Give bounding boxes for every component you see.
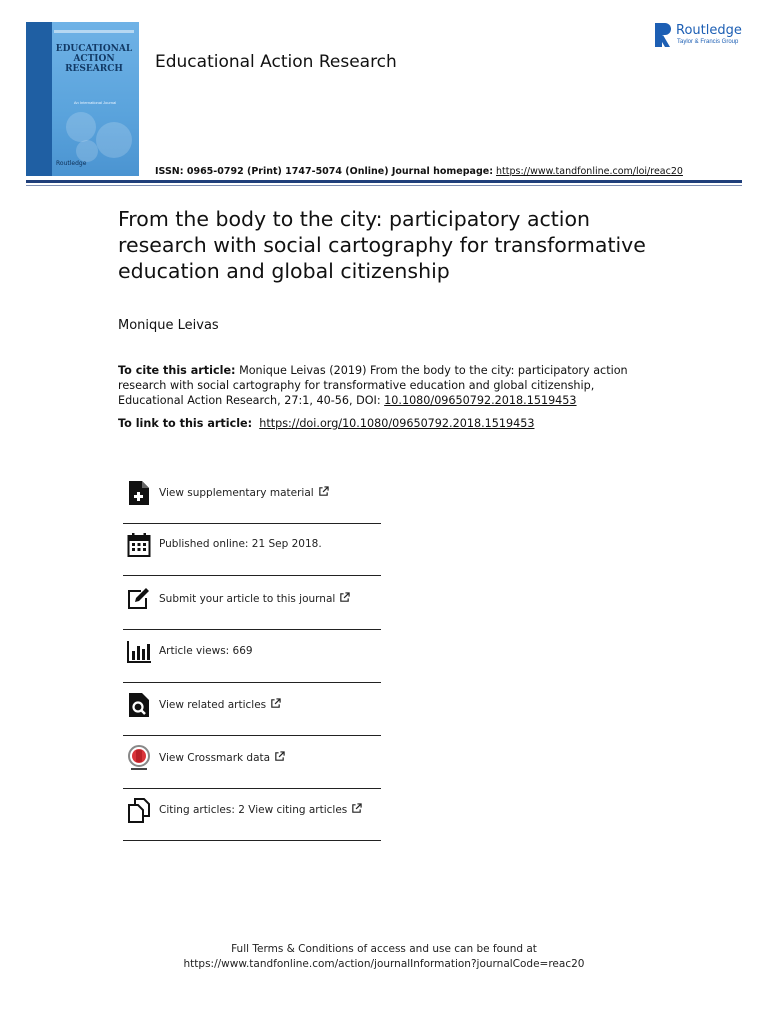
cover-top-band bbox=[54, 30, 134, 33]
external-link-icon bbox=[274, 751, 285, 762]
journal-homepage-link[interactable]: https://www.tandfonline.com/loi/reac20 bbox=[496, 166, 683, 177]
info-item-views bbox=[123, 631, 381, 683]
article-link-label: To link to this article: bbox=[118, 417, 253, 430]
bar-chart-icon bbox=[127, 639, 151, 665]
citing-icon bbox=[127, 797, 151, 823]
issn-text: ISSN: 0965-0792 (Print) 1747-5074 (Online) Journal homepage: bbox=[155, 166, 493, 177]
article-link-line bbox=[118, 417, 534, 430]
footer-terms-link[interactable]: https://www.tandfonline.com/action/journalInformation?journalCode=reac20 bbox=[183, 958, 585, 970]
article-doi-link[interactable]: https://doi.org/10.1080/09650792.2018.1519453 bbox=[259, 417, 535, 430]
info-item-related[interactable] bbox=[123, 684, 381, 736]
header-divider bbox=[26, 180, 742, 183]
info-item-text: Published online: 21 Sep 2018. bbox=[159, 538, 322, 550]
routledge-logo-icon bbox=[654, 22, 672, 48]
calendar-icon bbox=[127, 532, 151, 558]
info-item-published bbox=[123, 524, 381, 576]
cover-decoration bbox=[96, 122, 132, 158]
terms-footer bbox=[0, 942, 768, 972]
cover-decoration bbox=[66, 112, 96, 142]
info-item-text: Citing articles: 2 View citing articles bbox=[159, 804, 348, 816]
publisher-logo-subtitle: Taylor & Francis Group bbox=[677, 39, 739, 45]
info-item-text: View Crossmark data bbox=[159, 752, 271, 764]
footer-text: Full Terms & Conditions of access and use can be found at bbox=[231, 943, 537, 955]
citation-block bbox=[118, 363, 638, 408]
info-item-label bbox=[159, 486, 329, 499]
info-item-text: View related articles bbox=[159, 699, 267, 711]
external-link-icon bbox=[351, 803, 362, 814]
cover-title-line: EDUCATIONAL bbox=[55, 44, 133, 54]
journal-cover-image bbox=[26, 22, 139, 176]
info-item-text: View supplementary material bbox=[159, 487, 314, 499]
info-item-supplementary[interactable] bbox=[123, 472, 381, 524]
edit-icon bbox=[127, 586, 151, 612]
publisher-logo[interactable] bbox=[654, 22, 754, 50]
crossmark-icon bbox=[127, 745, 151, 771]
info-item-citing[interactable] bbox=[123, 789, 381, 841]
cover-title bbox=[54, 44, 134, 74]
cover-title-line: ACTION bbox=[73, 54, 115, 64]
citation-label: To cite this article: bbox=[118, 364, 236, 377]
article-title: From the body to the city: participatory action research with social cartography for transformative education and global citizenship bbox=[118, 207, 646, 283]
info-item-text: Article views: 669 bbox=[159, 645, 253, 657]
info-item-label bbox=[159, 803, 362, 816]
external-link-icon bbox=[318, 486, 329, 497]
search-document-icon bbox=[127, 692, 151, 718]
publisher-logo-name: Routledge bbox=[676, 23, 742, 38]
info-item-label bbox=[159, 698, 281, 711]
cover-title-line: RESEARCH bbox=[65, 64, 123, 74]
journal-name[interactable]: Educational Action Research bbox=[155, 52, 397, 72]
info-item-label bbox=[159, 592, 350, 605]
citation-text: Monique Leivas (2019) From the body to the city: participatory action research with social cartography for transformative education and global citizenship, Educational Action Research, 27:1, 40-56, DOI: bbox=[118, 364, 628, 407]
cover-spine bbox=[26, 22, 52, 176]
cover-subtitle: An International Journal bbox=[73, 100, 117, 105]
header-divider-thin bbox=[26, 185, 742, 186]
info-item-submit[interactable] bbox=[123, 578, 381, 630]
issn-line bbox=[155, 166, 683, 177]
info-item-text: Submit your article to this journal bbox=[159, 593, 336, 605]
info-item-label bbox=[159, 751, 285, 764]
citation-doi-link[interactable]: 10.1080/09650792.2018.1519453 bbox=[384, 394, 577, 407]
info-item-crossmark[interactable] bbox=[123, 737, 381, 789]
cover-publisher: Routledge bbox=[56, 160, 87, 167]
cover-decoration bbox=[76, 140, 98, 162]
file-plus-icon bbox=[127, 480, 151, 506]
article-author: Monique Leivas bbox=[118, 318, 219, 333]
external-link-icon bbox=[339, 592, 350, 603]
external-link-icon bbox=[270, 698, 281, 709]
